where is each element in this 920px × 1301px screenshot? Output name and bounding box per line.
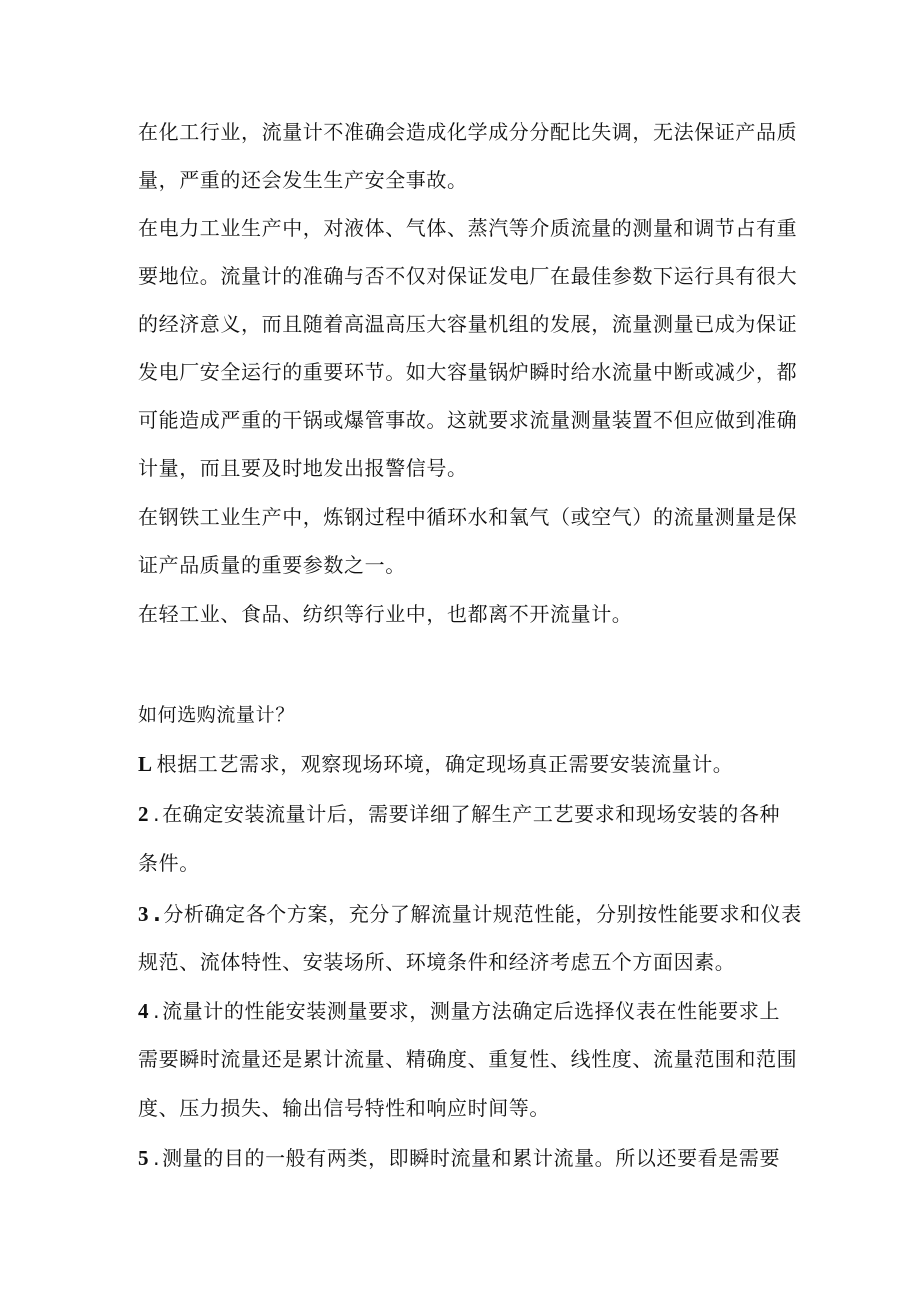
paragraph-line: 在钢铁工业生产中，炼钢过程中循环水和氧气（或空气）的流量测量是保 [138,505,798,529]
list-item [138,802,780,826]
list-item-continuation: 需要瞬时流量还是累计流量、精确度、重复性、线性度、流量范围和范围 [138,1047,798,1071]
list-item-continuation: 规范、流体特性、安装场所、环境条件和经济考虑五个方面因素。 [138,950,736,974]
list-item-separator: . [153,999,161,1023]
list-item-separator: . [153,902,162,926]
list-item [138,1146,780,1170]
section-heading: 如何选购流量计？ [138,704,295,726]
paragraph-line: 证产品质量的重要参数之一。 [138,553,406,577]
paragraph-line: 发电厂安全运行的重要环节。如大容量锅炉瞬时给水流量中断或减少，都 [138,360,798,384]
list-item-separator: . [153,802,161,826]
list-item-text: 分析确定各个方案，充分了解流量计规范性能，分别按性能要求和仪表 [163,902,802,926]
list-item-continuation: 条件。 [138,851,200,875]
paragraph-line: 的经济意义，而且随着高温高压大容量机组的发展，流量测量已成为保证 [138,312,798,336]
list-item [138,752,733,776]
paragraph-line: 要地位。流量计的准确与否不仅对保证发电厂在最佳参数下运行具有很大 [138,264,798,288]
paragraph-line: 可能造成严重的干锅或爆管事故。这就要求流量测量装置不但应做到准确 [138,408,798,432]
list-item-number: 2 [138,802,150,826]
paragraph-line: 在电力工业生产中，对液体、气体、蒸汽等介质流量的测量和调节占有重 [138,216,798,240]
list-item [138,902,802,926]
list-item-text: 在确定安装流量计后，需要详细了解生产工艺要求和现场安装的各种 [162,802,781,826]
list-item-number: 5 [138,1146,150,1170]
list-item-number: 4 [138,999,150,1023]
paragraph-line: 计量，而且要及时地发出报警信号。 [138,456,468,480]
paragraph-line: 在化工行业，流量计不准确会造成化学成分分配比失调，无法保证产品质 [138,120,798,144]
list-item-separator: . [153,1146,161,1170]
paragraph-line: 量，严重的还会发生生产安全事故。 [138,168,468,192]
list-item-continuation: 度、压力损失、输出信号特性和响应时间等。 [138,1096,550,1120]
list-item-number: 3 [138,902,150,926]
paragraph-line: 在轻工业、食品、纺织等行业中，也都离不开流量计。 [138,602,633,626]
list-item-text: 根据工艺需求，观察现场环境，确定现场真正需要安装流量计。 [156,752,734,776]
list-item-number: L [138,752,153,776]
list-item [138,999,780,1023]
list-item-text: 测量的目的一般有两类，即瞬时流量和累计流量。所以还要看是需要 [162,1146,781,1170]
list-item-text: 流量计的性能安装测量要求，测量方法确定后选择仪表在性能要求上 [162,999,781,1023]
